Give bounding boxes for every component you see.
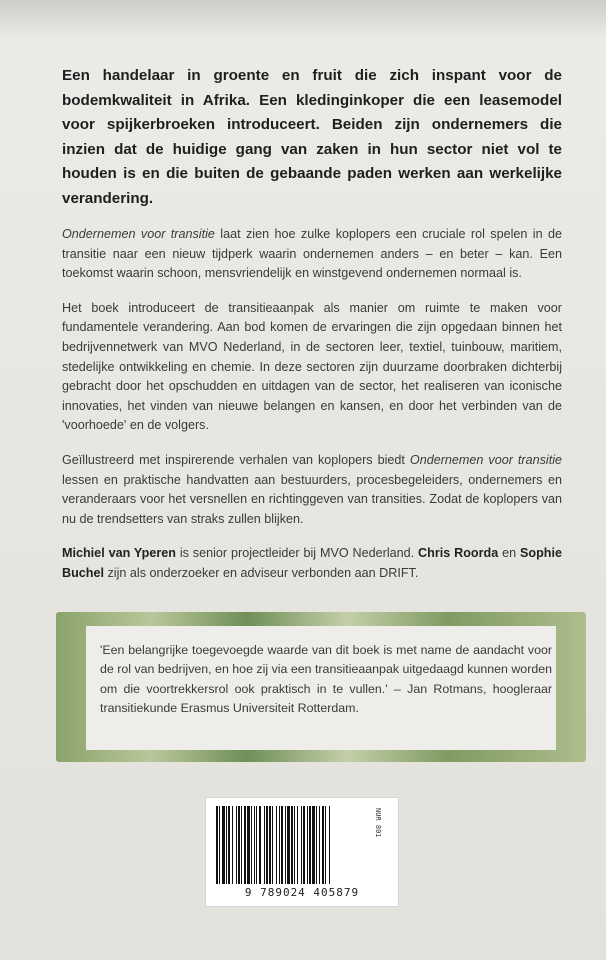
isbn-barcode (205, 797, 399, 907)
barcode-bar (256, 806, 257, 884)
barcode-bar (254, 806, 255, 884)
barcode-bar (303, 806, 305, 884)
barcode-bar (322, 806, 324, 884)
author-name: Chris Roorda (418, 546, 499, 561)
barcode-bar (232, 806, 233, 884)
barcode-bar (307, 806, 308, 884)
lead-paragraph: Een handelaar in groente en fruit die zich inspant voor de bodemkwaliteit in Afrika. Een kledinginkoper die een leasemodel voor spijkerbroeken introduceert. Beiden zijn ondernemers die inzien dat de huidige gang van zaken in hun sector niet vol te houden is en die buiten de gebaande paden werken aan werkelijke verandering. (62, 67, 562, 207)
lessons-paragraph: Geïllustreerd met inspirerende verhalen van koplopers biedt Ondernemen voor transitie lessen en praktische handvatten aan bestuurders, procesbegeleiders, ondernemers en veranderaars voor het versnellen en richtinggeven van transities. Zodat de koplopers van nu de trendsetters van straks zullen blijken. (62, 452, 563, 526)
barcode-bar (279, 806, 280, 884)
isbn-number: 9 789024 405879 (244, 886, 360, 899)
cover-text (62, 64, 562, 599)
author-name: Sophie Buchel (62, 546, 562, 580)
approach-paragraph: Het boek introduceert de transitieaanpak als manier om ruimte te maken voor fundamentele verandering. Aan bod komen de ervaringen die zijn opgedaan binnen het bedrijvennetwerk van MVO Nederland, in de sectoren leer, textiel, tuinbouw, maritiem, stedelijke ontwikkeling en chemie. In deze sectoren zijn duurzame doorbraken dichterbij gebracht door het opschudden en uitdagen van de sector, het realiseren van iconische innovaties, het vinden van nieuwe belangen en kansen, en door het verbinden van de 'voorhoede' en de volgers. (62, 300, 562, 433)
quote-box (56, 612, 586, 762)
barcode-bar (294, 806, 295, 884)
barcode-bar (325, 806, 326, 884)
barcode-bar (269, 806, 271, 884)
barcode-bar (291, 806, 293, 884)
barcode-bar (244, 806, 246, 884)
barcode-bars (214, 806, 370, 884)
barcode-bar (297, 806, 298, 884)
barcode-bar (285, 806, 286, 884)
barcode-bar (272, 806, 273, 884)
barcode-bar (301, 806, 302, 884)
barcode-bar (266, 806, 268, 884)
barcode-bar (259, 806, 261, 884)
barcode-bar (226, 806, 227, 884)
barcode-bar (316, 806, 317, 884)
barcode-bar (319, 806, 320, 884)
barcode-bar (287, 806, 290, 884)
barcode-bar (247, 806, 250, 884)
barcode-bar (312, 806, 315, 884)
book-title: Ondernemen voor transitie (409, 452, 563, 467)
endorsement-quote: 'Een belangrijke toegevoegde waarde van dit boek is met name de aandacht voor de rol van bedrijven, en hoe zij via een transitieaanpak uitgedaagd kunnen worden om die voortrekkersrol ook praktisch in te vullen.' – Jan Rotmans, hoogleraar transitiekunde Erasmus Universiteit Rotterdam. (100, 643, 552, 716)
barcode-bar (236, 806, 237, 884)
barcode-bar (251, 806, 252, 884)
barcode-bar (281, 806, 283, 884)
barcode-bar (219, 806, 220, 884)
barcode-bar (329, 806, 330, 884)
barcode-bar (228, 806, 230, 884)
barcode-bar (276, 806, 277, 884)
nur-code: NUR 801 (374, 808, 382, 838)
top-shadow (0, 0, 606, 40)
barcode-bar (222, 806, 225, 884)
authors-paragraph: Michiel van Yperen is senior projectleider bij MVO Nederland. Chris Roorda en Sophie Buchel zijn als onderzoeker en adviseur verbonden aan DRIFT. (62, 546, 562, 580)
barcode-bar (216, 806, 218, 884)
intro-paragraph: Ondernemen voor transitie laat zien hoe zulke koplopers een cruciale rol spelen in de transitie naar een nieuw tijdperk waarin ondernemen anders – en beter – kan. Een toekomst waarin schoon, mensvriendelijk en winstgevend ondernemen normaal is. (62, 227, 562, 281)
author-name: Michiel van Yperen (62, 546, 176, 561)
barcode-bar (264, 806, 265, 884)
barcode-bar (241, 806, 242, 884)
barcode-bar (309, 806, 311, 884)
barcode-bar (238, 806, 240, 884)
book-title: Ondernemen voor transitie (62, 227, 215, 241)
